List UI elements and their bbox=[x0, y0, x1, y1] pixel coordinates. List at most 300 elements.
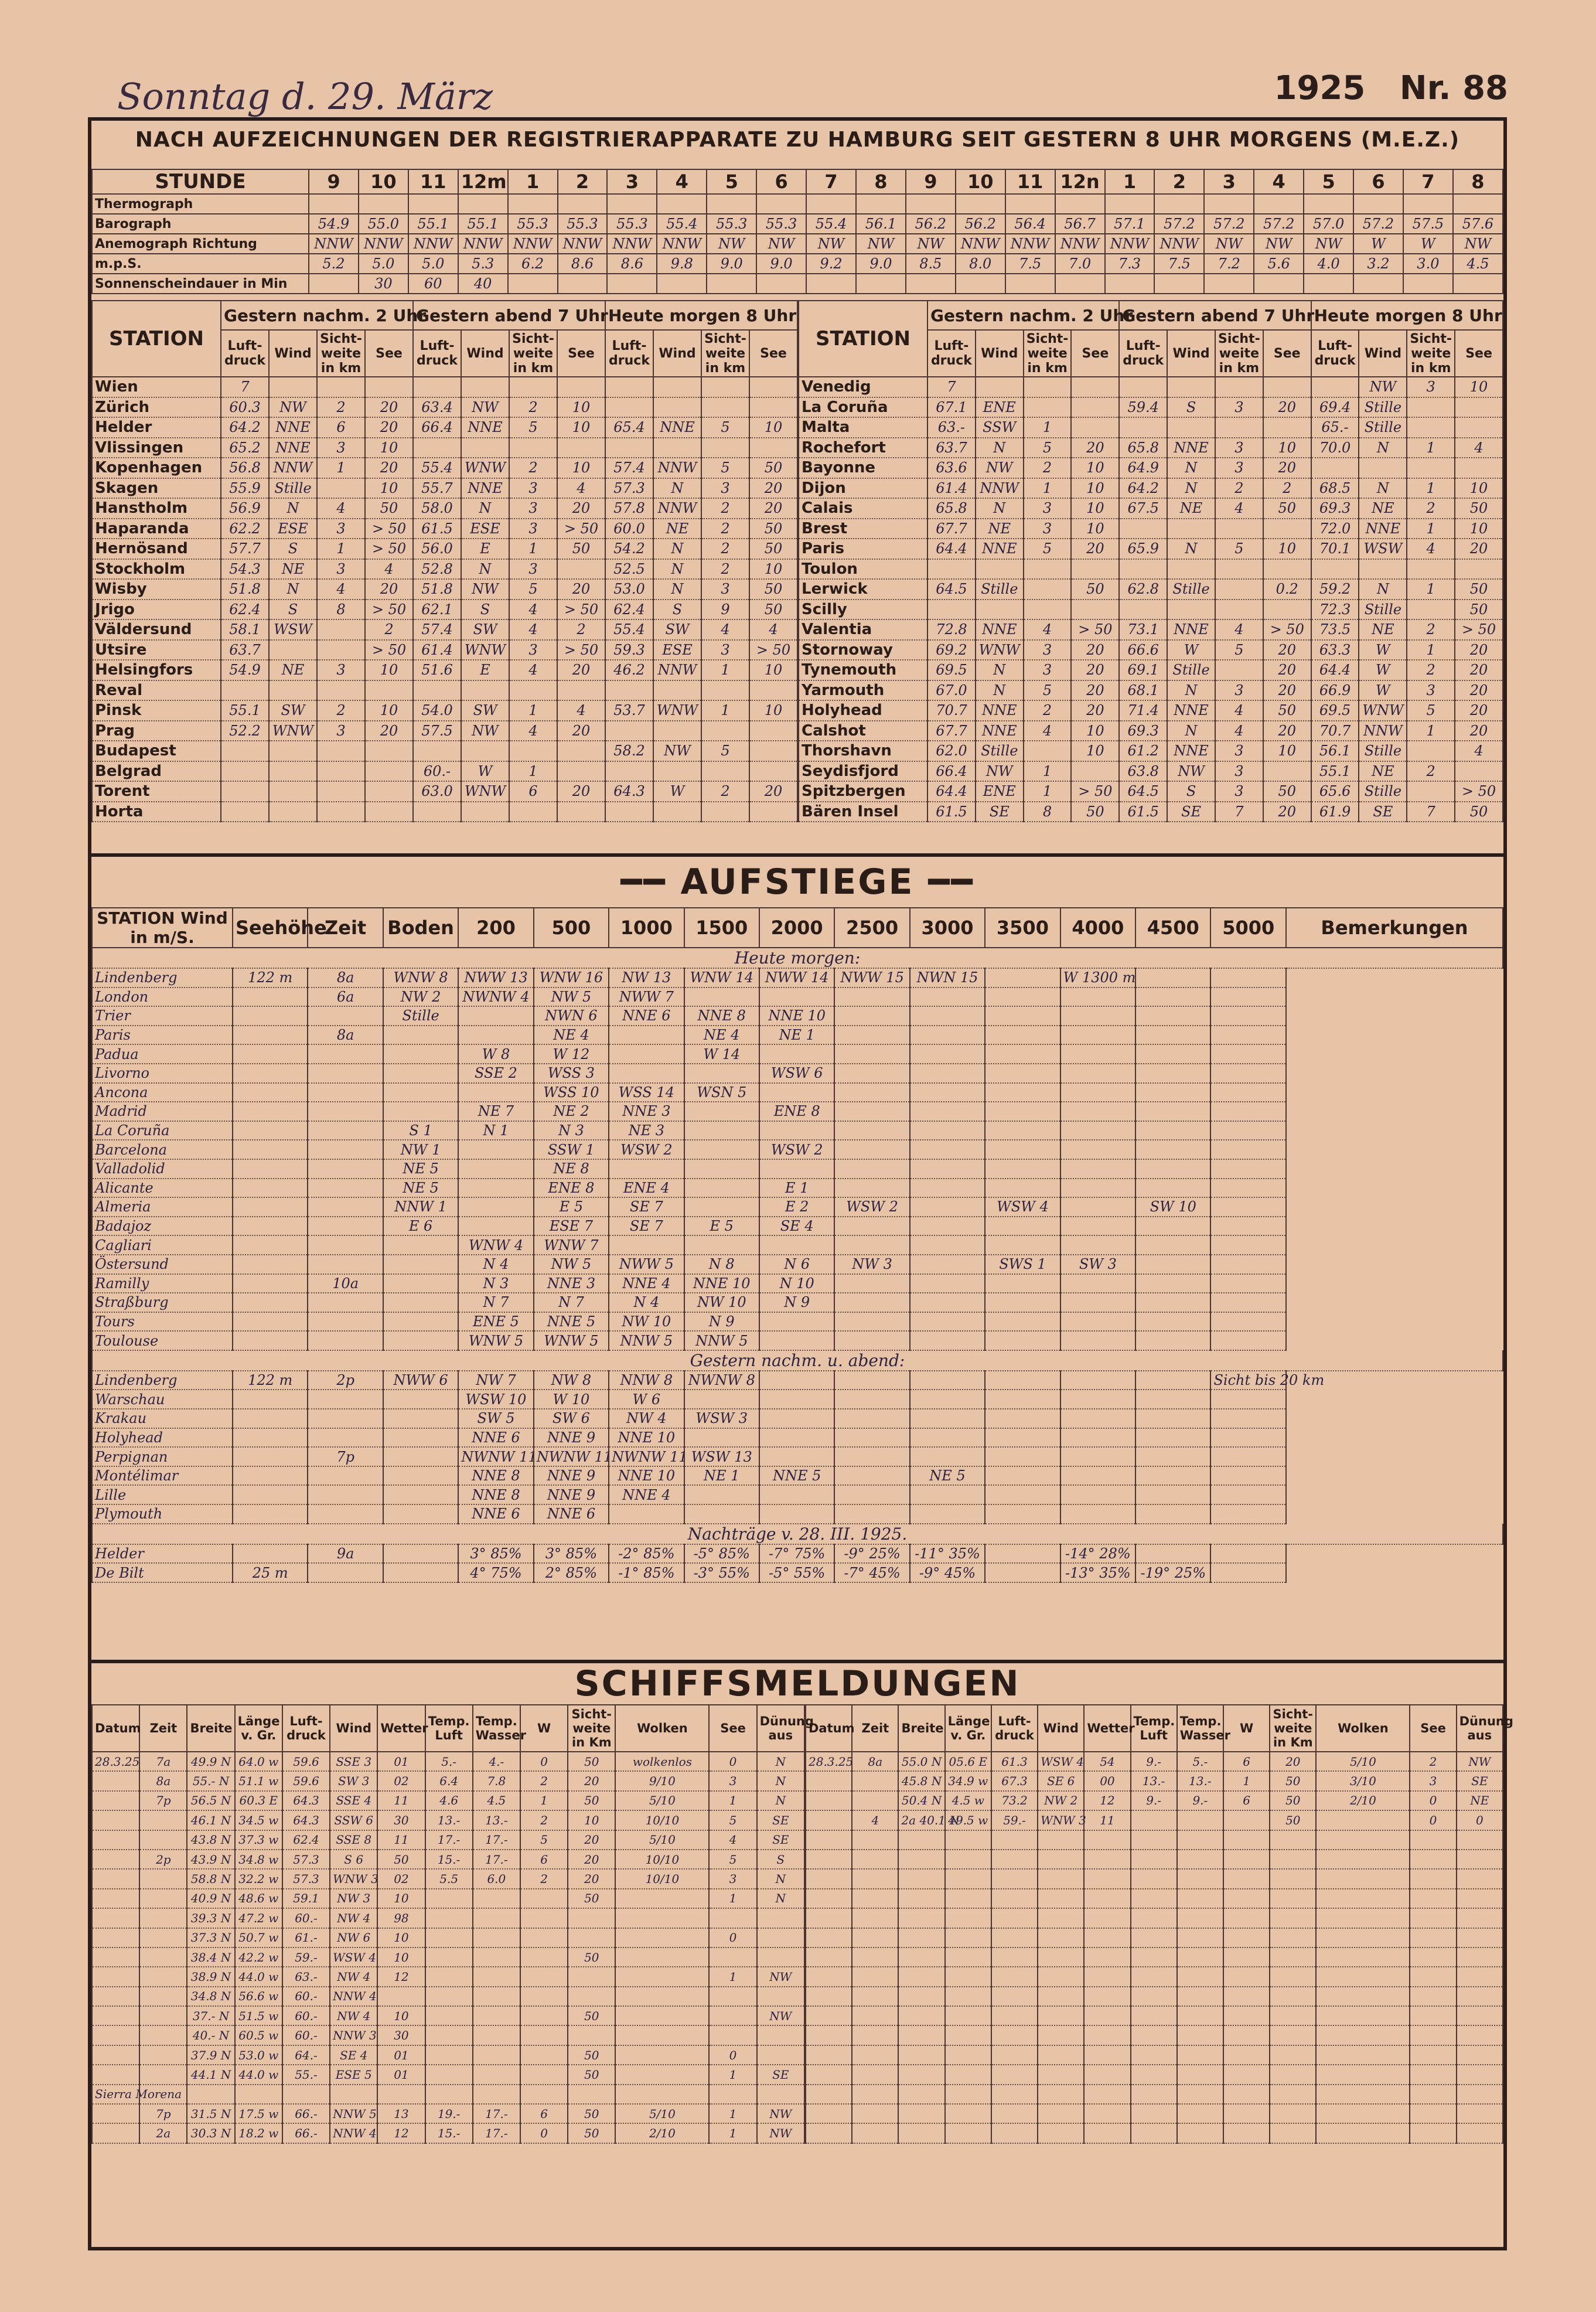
aufstiege-value: ESE 7 bbox=[534, 1217, 609, 1236]
station-value: 10 bbox=[1455, 478, 1503, 499]
ship-value bbox=[945, 2065, 991, 2084]
ship-value bbox=[139, 1869, 187, 1888]
station-value: WNW bbox=[1359, 700, 1407, 721]
ship-value bbox=[1223, 1908, 1270, 1928]
sub-header: Luft-druck bbox=[605, 330, 653, 377]
station-value bbox=[557, 741, 605, 761]
station-value bbox=[413, 438, 461, 458]
aufstiege-value bbox=[308, 1121, 383, 1140]
ship-value: 4.6 bbox=[425, 1791, 473, 1810]
station-value: > 50 bbox=[557, 640, 605, 660]
station-value: NNE bbox=[976, 539, 1024, 559]
station-value: 53.0 bbox=[605, 579, 653, 600]
ships-col-header: Wetter bbox=[377, 1705, 425, 1752]
aufstiege-value bbox=[308, 1409, 383, 1428]
ship-value: 3 bbox=[709, 1771, 756, 1790]
ship-value bbox=[425, 2045, 473, 2065]
aufstiege-value: NWW 13 bbox=[458, 968, 533, 988]
ship-value bbox=[1177, 2045, 1223, 2065]
aufstiege-value bbox=[1210, 968, 1286, 988]
ship-value: NNW 4 bbox=[330, 1987, 377, 2006]
sub-header: Luft-druck bbox=[413, 330, 461, 377]
ship-value bbox=[92, 1830, 139, 1850]
aufstiege-row bbox=[92, 1274, 1503, 1293]
station-value: Stille bbox=[1359, 417, 1407, 438]
group-header: Gestern nachm. 2 Uhr bbox=[221, 301, 413, 330]
ship-value: 13.- bbox=[425, 1810, 473, 1830]
registry-value bbox=[856, 194, 906, 214]
ship-value bbox=[615, 1967, 709, 1986]
aufstiege-value: NW 7 bbox=[458, 1371, 533, 1390]
ship-value bbox=[377, 2085, 425, 2104]
ship-value bbox=[92, 1791, 139, 1810]
ship-value bbox=[898, 2006, 944, 2025]
registry-value: 4.0 bbox=[1304, 254, 1353, 274]
aufstiege-value bbox=[1210, 1447, 1286, 1466]
ship-value bbox=[1038, 2104, 1084, 2123]
ships-col-header: Temp. Wasser bbox=[1177, 1705, 1223, 1752]
registry-value: 8.5 bbox=[906, 254, 956, 274]
aufstiege-station: Padua bbox=[92, 1044, 233, 1064]
ship-value bbox=[1457, 2104, 1503, 2123]
registry-value: NNW bbox=[508, 234, 558, 254]
ships-col-header: Sicht-weite in Km bbox=[1270, 1705, 1316, 1752]
station-value bbox=[1024, 579, 1072, 600]
ship-value bbox=[1177, 1830, 1223, 1850]
station-value: 50 bbox=[1455, 802, 1503, 822]
aufstiege-value: WSW 6 bbox=[759, 1064, 834, 1083]
ship-value bbox=[945, 1928, 991, 1947]
station-value: 4 bbox=[509, 721, 557, 741]
ship-value bbox=[1223, 1967, 1270, 1986]
aufstiege-value: SSE 2 bbox=[458, 1064, 533, 1083]
aufstiege-note-row bbox=[92, 1524, 1503, 1544]
ships-col-header: Dünung aus bbox=[1457, 1705, 1503, 1752]
ship-value bbox=[1177, 2104, 1223, 2123]
station-value: 56.1 bbox=[1311, 741, 1359, 761]
registry-value: 55.3 bbox=[707, 214, 756, 234]
station-value: 66.4 bbox=[413, 417, 461, 438]
ship-value: S 6 bbox=[330, 1850, 377, 1869]
station-name: Valentia bbox=[799, 619, 927, 640]
ship-value: 30 bbox=[377, 2025, 425, 2045]
ship-value: 28.3.25 bbox=[806, 1752, 852, 1771]
ship-value: 48.6 w bbox=[235, 1889, 282, 1908]
station-value bbox=[1263, 559, 1311, 580]
aufstiege-value bbox=[985, 1371, 1060, 1390]
station-value: NE bbox=[1167, 498, 1215, 519]
ship-value: 4.- bbox=[473, 1752, 520, 1771]
registry-value: 55.1 bbox=[408, 214, 458, 234]
ship-row bbox=[92, 2123, 804, 2143]
aufstiege-value: 8a bbox=[308, 968, 383, 988]
aufstiege-station: Trier bbox=[92, 1006, 233, 1026]
aufstiege-value bbox=[1060, 1390, 1135, 1409]
station-value: 61.2 bbox=[1119, 741, 1167, 761]
aufstiege-value bbox=[233, 1544, 308, 1564]
aufstiege-value bbox=[1135, 1159, 1210, 1179]
ships-col-header: Zeit bbox=[852, 1705, 898, 1752]
station-value: 64.5 bbox=[927, 579, 976, 600]
aufstiege-station: Valladolid bbox=[92, 1159, 233, 1179]
station-value: 2 bbox=[317, 397, 365, 418]
station-value: 20 bbox=[1455, 660, 1503, 680]
aufstiege-value bbox=[458, 1197, 533, 1217]
station-value bbox=[701, 761, 749, 782]
ship-value: SSE 3 bbox=[330, 1752, 377, 1771]
station-value: 64.5 bbox=[1119, 781, 1167, 802]
aufstiege-table bbox=[91, 907, 1503, 1583]
station-value: 2 bbox=[1024, 700, 1072, 721]
aufstiege-value: N 4 bbox=[609, 1293, 684, 1312]
station-value: 3 bbox=[1215, 458, 1263, 478]
registry-value: 57.2 bbox=[1254, 214, 1304, 234]
ship-value bbox=[92, 1908, 139, 1928]
ship-row bbox=[92, 1889, 804, 1908]
aufstiege-value bbox=[1210, 1179, 1286, 1198]
station-value: 20 bbox=[1071, 680, 1119, 701]
ship-value bbox=[1038, 1987, 1084, 2006]
aufstiege-station: Straßburg bbox=[92, 1293, 233, 1312]
station-value: 64.3 bbox=[605, 781, 653, 802]
aufstiege-value: WSW 13 bbox=[684, 1447, 759, 1466]
hour-cell: 7 bbox=[1403, 169, 1453, 194]
ship-value bbox=[898, 1830, 944, 1850]
ship-value bbox=[945, 1908, 991, 1928]
aufstiege-value bbox=[834, 1409, 909, 1428]
aufstiege-value bbox=[1060, 1044, 1135, 1064]
station-value: 58.1 bbox=[221, 619, 269, 640]
station-value bbox=[605, 680, 653, 701]
station-row bbox=[92, 417, 797, 438]
aufstiege-col-header: 2000 bbox=[759, 908, 834, 948]
registry-value: 7.3 bbox=[1105, 254, 1155, 274]
ship-value: 10 bbox=[377, 1889, 425, 1908]
station-value: 4 bbox=[317, 579, 365, 600]
station-value: 69.5 bbox=[927, 660, 976, 680]
station-value: 10 bbox=[1071, 498, 1119, 519]
station-value: WNW bbox=[461, 781, 509, 802]
ship-value bbox=[806, 1791, 852, 1810]
station-value: 1 bbox=[1024, 761, 1072, 782]
registry-value bbox=[558, 194, 608, 214]
aufstiege-value bbox=[1135, 968, 1210, 988]
aufstiege-value: N 10 bbox=[759, 1274, 834, 1293]
ship-value: 49.9 N bbox=[187, 1752, 234, 1771]
station-value: 46.2 bbox=[605, 660, 653, 680]
ship-value: SE bbox=[757, 2065, 804, 2084]
station-value: 58.2 bbox=[605, 741, 653, 761]
aufstiege-value bbox=[1135, 1044, 1210, 1064]
registry-row bbox=[92, 274, 1503, 294]
station-value bbox=[1407, 781, 1455, 802]
station-value: 62.4 bbox=[221, 600, 269, 620]
station-value: W bbox=[1359, 640, 1407, 660]
station-value bbox=[269, 377, 317, 397]
aufstiege-value bbox=[1210, 1312, 1286, 1332]
station-value: 2 bbox=[701, 781, 749, 802]
station-value: Stille bbox=[976, 579, 1024, 600]
ship-value bbox=[991, 1947, 1038, 1967]
aufstiege-value: NWW 15 bbox=[834, 968, 909, 988]
aufstiege-station: Toulouse bbox=[92, 1331, 233, 1350]
ship-value bbox=[1457, 1947, 1503, 1967]
hour-cell: 5 bbox=[707, 169, 756, 194]
aufstiege-value: NW 10 bbox=[609, 1312, 684, 1332]
station-name: Malta bbox=[799, 417, 927, 438]
station-value bbox=[653, 802, 701, 822]
ship-row bbox=[92, 1987, 804, 2006]
ship-value: SE 4 bbox=[330, 2045, 377, 2065]
aufstiege-value bbox=[609, 1159, 684, 1179]
ship-value bbox=[806, 1908, 852, 1928]
station-value: 10 bbox=[749, 417, 797, 438]
ship-value bbox=[1457, 1830, 1503, 1850]
ship-value bbox=[757, 2025, 804, 2045]
aufstiege-value bbox=[233, 1312, 308, 1332]
aufstiege-value bbox=[910, 1044, 985, 1064]
registry-value: 5.3 bbox=[458, 254, 508, 274]
ship-row bbox=[806, 1791, 1503, 1810]
registry-value bbox=[906, 194, 956, 214]
ship-value bbox=[1270, 2123, 1316, 2143]
ships-col-header: Breite bbox=[187, 1705, 234, 1752]
station-value: 20 bbox=[365, 417, 413, 438]
ship-value: 2 bbox=[520, 1869, 568, 1888]
station-value: 63.- bbox=[927, 417, 976, 438]
ship-row bbox=[92, 2065, 804, 2084]
station-value: NW bbox=[976, 761, 1024, 782]
ship-value: 20 bbox=[1270, 1752, 1316, 1771]
ship-row bbox=[92, 1928, 804, 1947]
aufstiege-value bbox=[233, 1179, 308, 1198]
station-value bbox=[317, 680, 365, 701]
ship-value: SSE 4 bbox=[330, 1791, 377, 1810]
ship-value: 59.6 bbox=[282, 1771, 330, 1790]
ship-value bbox=[806, 1987, 852, 2006]
aufstiege-value bbox=[308, 1197, 383, 1217]
ship-value: 43.8 N bbox=[187, 1830, 234, 1850]
station-value: WSW bbox=[1359, 539, 1407, 559]
station-row bbox=[92, 438, 797, 458]
ship-value: 1 bbox=[709, 2065, 756, 2084]
aufstiege-value bbox=[383, 1409, 458, 1428]
ship-value: SW 3 bbox=[330, 1771, 377, 1790]
station-value: 20 bbox=[557, 660, 605, 680]
station-value: 63.0 bbox=[413, 781, 461, 802]
station-value: 4 bbox=[1024, 619, 1072, 640]
sub-header: See bbox=[557, 330, 605, 377]
aufstiege-value bbox=[308, 1390, 383, 1409]
ship-value bbox=[1410, 1987, 1456, 2006]
station-value: 61.9 bbox=[1311, 802, 1359, 822]
ship-value: 13.- bbox=[1131, 1771, 1177, 1790]
station-value: 54.9 bbox=[221, 660, 269, 680]
station-value bbox=[1311, 559, 1359, 580]
aufstiege-value bbox=[383, 1293, 458, 1312]
aufstiege-value bbox=[233, 1026, 308, 1045]
station-name: Venedig bbox=[799, 377, 927, 397]
aufstiege-value bbox=[834, 1064, 909, 1083]
station-value: 5 bbox=[509, 417, 557, 438]
aufstiege-value bbox=[1135, 1485, 1210, 1504]
ship-value: 5/10 bbox=[615, 1791, 709, 1810]
aufstiege-value bbox=[609, 1026, 684, 1045]
station-value: 70.7 bbox=[927, 700, 976, 721]
ship-row bbox=[806, 1889, 1503, 1908]
ship-value: 1 bbox=[709, 1791, 756, 1810]
ship-value bbox=[806, 1947, 852, 1967]
aufstiege-value: NE 5 bbox=[910, 1466, 985, 1486]
station-name: Tynemouth bbox=[799, 660, 927, 680]
ship-row bbox=[806, 1771, 1503, 1790]
ship-value bbox=[1223, 2045, 1270, 2065]
ship-value: 45.8 N bbox=[898, 1771, 944, 1790]
aufstiege-value: NWNW 4 bbox=[458, 988, 533, 1007]
ship-value bbox=[520, 1987, 568, 2006]
ship-value bbox=[1316, 2045, 1410, 2065]
ship-value bbox=[898, 2104, 944, 2123]
station-value: 62.4 bbox=[605, 600, 653, 620]
aufstiege-value bbox=[308, 1312, 383, 1332]
ship-value bbox=[1038, 1889, 1084, 1908]
station-value: S bbox=[1167, 781, 1215, 802]
station-value: SE bbox=[1359, 802, 1407, 822]
ship-value bbox=[898, 2025, 944, 2045]
ship-value: 6 bbox=[520, 2104, 568, 2123]
ship-value: 17.- bbox=[425, 1830, 473, 1850]
ship-value bbox=[92, 1869, 139, 1888]
station-name: Thorshavn bbox=[799, 741, 927, 761]
aufstiege-value bbox=[1060, 1026, 1135, 1045]
station-value: 50 bbox=[749, 579, 797, 600]
ship-value: 10/10 bbox=[615, 1850, 709, 1869]
aufstiege-value: NE 4 bbox=[684, 1026, 759, 1045]
aufstiege-value bbox=[233, 1235, 308, 1255]
ship-value: S bbox=[757, 1850, 804, 1869]
station-value: 1 bbox=[317, 539, 365, 559]
aufstiege-value bbox=[233, 1293, 308, 1312]
aufstiege-value bbox=[233, 1197, 308, 1217]
station-value: N bbox=[1167, 458, 1215, 478]
ship-value bbox=[806, 1928, 852, 1947]
station-value: NW bbox=[461, 397, 509, 418]
station-value bbox=[653, 377, 701, 397]
ship-value bbox=[709, 1908, 756, 1928]
station-value: 71.4 bbox=[1119, 700, 1167, 721]
group-header: Heute morgen 8 Uhr bbox=[1311, 301, 1503, 330]
aufstiege-value bbox=[684, 1504, 759, 1524]
ship-row bbox=[806, 1752, 1503, 1771]
aufstiege-value bbox=[684, 1102, 759, 1121]
aufstiege-value bbox=[985, 1274, 1060, 1293]
station-value bbox=[221, 741, 269, 761]
station-value: 63.3 bbox=[1311, 640, 1359, 660]
ship-value bbox=[1084, 1889, 1130, 1908]
ship-value bbox=[852, 1947, 898, 1967]
station-value bbox=[701, 438, 749, 458]
registry-value bbox=[956, 274, 1005, 294]
registry-value: 8.0 bbox=[956, 254, 1005, 274]
aufstiege-value bbox=[759, 1235, 834, 1255]
station-value bbox=[1024, 600, 1072, 620]
station-value bbox=[927, 559, 976, 580]
aufstiege-col-header: 4500 bbox=[1135, 908, 1210, 948]
aufstiege-value: N 3 bbox=[534, 1121, 609, 1140]
ship-value: 37.3 N bbox=[187, 1928, 234, 1947]
ship-value bbox=[425, 1889, 473, 1908]
aufstiege-value: NWNW 11 bbox=[458, 1447, 533, 1466]
aufstiege-value bbox=[1060, 1235, 1135, 1255]
aufstiege-value: WSS 3 bbox=[534, 1064, 609, 1083]
station-value: 4 bbox=[1215, 619, 1263, 640]
registry-row-label: Sonnenscheindauer in Min bbox=[92, 274, 309, 294]
registry-value: NW bbox=[1304, 234, 1353, 254]
aufstiege-value: -7° 45% bbox=[834, 1563, 909, 1582]
station-value: 20 bbox=[365, 579, 413, 600]
ship-value bbox=[92, 1810, 139, 1830]
station-value: 63.8 bbox=[1119, 761, 1167, 782]
ship-row bbox=[806, 2045, 1503, 2065]
aufstiege-row bbox=[92, 1390, 1503, 1409]
ship-value: 31.5 N bbox=[187, 2104, 234, 2123]
ship-value bbox=[1084, 2123, 1130, 2143]
station-value: 4 bbox=[1215, 721, 1263, 741]
registry-value bbox=[1453, 274, 1503, 294]
registry-value: NW bbox=[707, 234, 756, 254]
registry-value: 57.2 bbox=[1154, 214, 1204, 234]
aufstiege-value: 4° 75% bbox=[458, 1563, 533, 1582]
aufstiege-value bbox=[1135, 1217, 1210, 1236]
registry-value: NNW bbox=[657, 234, 707, 254]
station-value bbox=[221, 802, 269, 822]
ship-value bbox=[1223, 1987, 1270, 2006]
aufstiege-value bbox=[985, 1179, 1060, 1198]
aufstiege-value bbox=[910, 1255, 985, 1274]
registry-value: NW bbox=[806, 234, 856, 254]
station-value: NE bbox=[1359, 761, 1407, 782]
ship-value bbox=[1084, 2025, 1130, 2045]
aufstiege-value bbox=[1060, 1312, 1135, 1332]
ship-value: 4.5 bbox=[473, 1791, 520, 1810]
station-value: 10 bbox=[1071, 721, 1119, 741]
ship-value bbox=[1177, 1850, 1223, 1869]
registry-row bbox=[92, 214, 1503, 234]
station-value: N bbox=[976, 660, 1024, 680]
station-value: N bbox=[1359, 579, 1407, 600]
aufstiege-value bbox=[684, 1485, 759, 1504]
ship-row bbox=[806, 1987, 1503, 2006]
registry-value: 55.3 bbox=[756, 214, 806, 234]
ship-value bbox=[757, 1987, 804, 2006]
station-value: ESE bbox=[461, 519, 509, 539]
station-name: Rochefort bbox=[799, 438, 927, 458]
registry-value bbox=[906, 274, 956, 294]
ship-value: 43.9 N bbox=[187, 1850, 234, 1869]
station-value: 50 bbox=[1071, 579, 1119, 600]
station-value bbox=[653, 761, 701, 782]
station-value: 20 bbox=[1071, 640, 1119, 660]
station-value: 1 bbox=[509, 539, 557, 559]
ship-value bbox=[898, 1947, 944, 1967]
ship-value bbox=[1131, 2123, 1177, 2143]
ship-value bbox=[1223, 1947, 1270, 1967]
registry-value bbox=[1304, 274, 1353, 294]
aufstiege-row bbox=[92, 1026, 1503, 1045]
aufstiege-value: NW 8 bbox=[534, 1371, 609, 1390]
ships-right-table bbox=[805, 1704, 1513, 2144]
station-value bbox=[1071, 761, 1119, 782]
